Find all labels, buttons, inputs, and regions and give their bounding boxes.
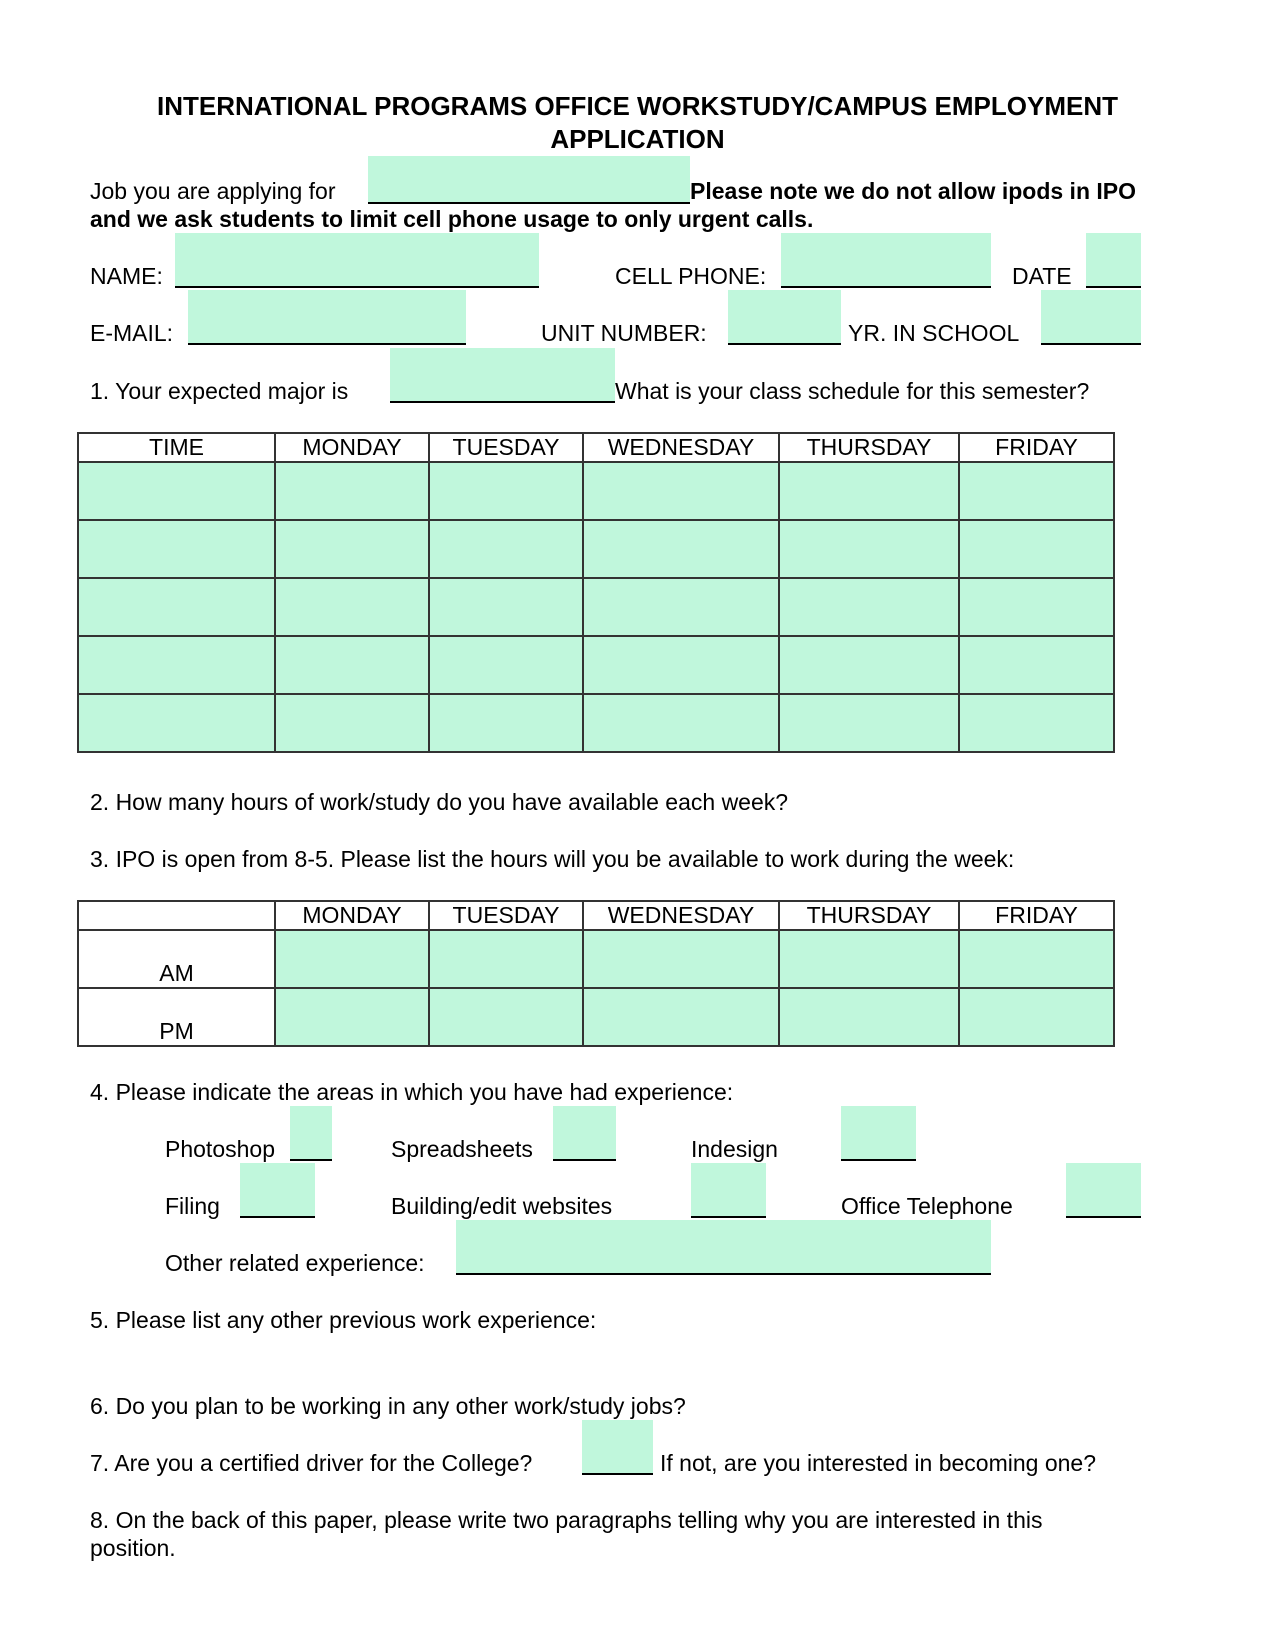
col-header-thursday: THURSDAY bbox=[779, 901, 959, 930]
office-telephone-label: Office Telephone bbox=[841, 1193, 1013, 1219]
schedule-cell[interactable] bbox=[429, 520, 583, 578]
schedule-cell[interactable] bbox=[429, 578, 583, 636]
other-experience-label: Other related experience: bbox=[165, 1250, 425, 1276]
websites-underline bbox=[691, 1216, 766, 1218]
job-underline bbox=[368, 202, 690, 204]
name-input[interactable] bbox=[175, 233, 539, 288]
availability-cell[interactable] bbox=[429, 930, 583, 988]
schedule-cell[interactable] bbox=[429, 636, 583, 694]
col-header-wednesday: WEDNESDAY bbox=[583, 901, 779, 930]
certified-driver-input[interactable] bbox=[582, 1420, 653, 1475]
cell-phone-label: CELL PHONE: bbox=[615, 263, 767, 289]
cell-phone-underline bbox=[781, 286, 991, 288]
q2-text: 2. How many hours of work/study do you have available each week? bbox=[90, 789, 789, 815]
indesign-label: Indesign bbox=[691, 1136, 778, 1162]
schedule-cell[interactable] bbox=[779, 636, 959, 694]
q3-text: 3. IPO is open from 8-5. Please list the hours will you be available to work during the week: bbox=[90, 846, 1015, 872]
email-input[interactable] bbox=[188, 290, 466, 345]
class-schedule-table bbox=[77, 432, 1115, 753]
schedule-cell[interactable] bbox=[583, 462, 779, 520]
col-header-tuesday: TUESDAY bbox=[429, 901, 583, 930]
office-telephone-input[interactable] bbox=[1066, 1163, 1141, 1218]
schedule-cell[interactable] bbox=[959, 462, 1114, 520]
q1-schedule-question: What is your class schedule for this semester? bbox=[615, 378, 1090, 404]
col-header-blank bbox=[78, 901, 275, 930]
availability-table bbox=[77, 900, 1115, 1047]
schedule-row bbox=[78, 578, 1114, 636]
q1-label: 1. Your expected major is bbox=[90, 378, 349, 404]
email-label: E-MAIL: bbox=[90, 320, 174, 346]
availability-cell[interactable] bbox=[959, 930, 1114, 988]
q5-text: 5. Please list any other previous work experience: bbox=[90, 1307, 597, 1333]
indesign-input[interactable] bbox=[841, 1106, 916, 1161]
other-experience-underline bbox=[456, 1273, 991, 1275]
schedule-cell[interactable] bbox=[78, 462, 275, 520]
schedule-cell[interactable] bbox=[779, 462, 959, 520]
websites-label: Building/edit websites bbox=[391, 1193, 613, 1219]
cell-phone-input[interactable] bbox=[781, 233, 991, 288]
schedule-cell[interactable] bbox=[275, 520, 429, 578]
spreadsheets-input[interactable] bbox=[553, 1106, 616, 1161]
schedule-cell[interactable] bbox=[959, 694, 1114, 752]
schedule-cell[interactable] bbox=[78, 520, 275, 578]
availability-cell[interactable] bbox=[583, 930, 779, 988]
q4-text: 4. Please indicate the areas in which you have had experience: bbox=[90, 1079, 734, 1105]
job-input[interactable] bbox=[368, 156, 690, 204]
schedule-cell[interactable] bbox=[779, 578, 959, 636]
unit-number-label: UNIT NUMBER: bbox=[541, 320, 707, 346]
q7-followup-text: If not, are you interested in becoming one? bbox=[660, 1450, 1097, 1476]
unit-number-underline bbox=[728, 343, 841, 345]
schedule-cell[interactable] bbox=[275, 578, 429, 636]
schedule-row bbox=[78, 462, 1114, 520]
row-label-am: AM bbox=[78, 930, 275, 988]
office-telephone-underline bbox=[1066, 1216, 1141, 1218]
notice-line1: Please note we do not allow ipods in IPO bbox=[690, 178, 1137, 204]
major-input[interactable] bbox=[390, 348, 615, 403]
schedule-cell[interactable] bbox=[779, 694, 959, 752]
schedule-cell[interactable] bbox=[583, 694, 779, 752]
q6-text: 6. Do you plan to be working in any other work/study jobs? bbox=[90, 1393, 686, 1419]
schedule-cell[interactable] bbox=[779, 520, 959, 578]
websites-input[interactable] bbox=[691, 1163, 766, 1218]
date-label: DATE bbox=[1012, 263, 1072, 289]
date-input[interactable] bbox=[1086, 233, 1141, 288]
name-underline bbox=[175, 286, 539, 288]
yr-in-school-input[interactable] bbox=[1041, 290, 1141, 345]
availability-cell[interactable] bbox=[779, 988, 959, 1046]
schedule-cell[interactable] bbox=[583, 520, 779, 578]
schedule-cell[interactable] bbox=[275, 462, 429, 520]
other-experience-input[interactable] bbox=[456, 1220, 991, 1275]
schedule-row bbox=[78, 636, 1114, 694]
filing-label: Filing bbox=[165, 1193, 220, 1219]
availability-row-pm bbox=[78, 988, 1114, 1046]
schedule-row bbox=[78, 520, 1114, 578]
availability-cell[interactable] bbox=[583, 988, 779, 1046]
unit-number-input[interactable] bbox=[728, 290, 841, 345]
schedule-cell[interactable] bbox=[78, 636, 275, 694]
indesign-underline bbox=[841, 1159, 916, 1161]
email-underline bbox=[188, 343, 466, 345]
availability-cell[interactable] bbox=[275, 930, 429, 988]
availability-header-row bbox=[78, 901, 1114, 930]
availability-row-am bbox=[78, 930, 1114, 988]
filing-underline bbox=[240, 1216, 315, 1218]
schedule-cell[interactable] bbox=[959, 520, 1114, 578]
schedule-row bbox=[78, 694, 1114, 752]
notice-line2: and we ask students to limit cell phone usage to only urgent calls. bbox=[90, 206, 814, 232]
schedule-cell[interactable] bbox=[429, 694, 583, 752]
schedule-cell[interactable] bbox=[275, 636, 429, 694]
job-label: Job you are applying for bbox=[90, 178, 336, 204]
photoshop-underline bbox=[290, 1159, 332, 1161]
schedule-cell[interactable] bbox=[583, 636, 779, 694]
col-header-monday: MONDAY bbox=[275, 901, 429, 930]
q7-text: 7. Are you a certified driver for the College? bbox=[90, 1450, 533, 1476]
yr-in-school-label: YR. IN SCHOOL bbox=[848, 320, 1020, 346]
schedule-cell[interactable] bbox=[78, 694, 275, 752]
filing-input[interactable] bbox=[240, 1163, 315, 1218]
col-header-wednesday: WEDNESDAY bbox=[583, 433, 779, 462]
row-label-pm: PM bbox=[78, 988, 275, 1046]
schedule-header-row bbox=[78, 433, 1114, 462]
schedule-cell[interactable] bbox=[959, 636, 1114, 694]
col-header-friday: FRIDAY bbox=[959, 433, 1114, 462]
certified-driver-underline bbox=[582, 1473, 653, 1475]
form-title-line2: APPLICATION bbox=[550, 124, 725, 154]
col-header-time: TIME bbox=[78, 433, 275, 462]
schedule-cell[interactable] bbox=[959, 578, 1114, 636]
yr-in-school-underline bbox=[1041, 343, 1141, 345]
col-header-friday: FRIDAY bbox=[959, 901, 1114, 930]
availability-cell[interactable] bbox=[429, 988, 583, 1046]
name-label: NAME: bbox=[90, 263, 163, 289]
spreadsheets-label: Spreadsheets bbox=[391, 1136, 533, 1162]
schedule-cell[interactable] bbox=[583, 578, 779, 636]
availability-cell[interactable] bbox=[275, 988, 429, 1046]
schedule-cell[interactable] bbox=[429, 462, 583, 520]
availability-cell[interactable] bbox=[959, 988, 1114, 1046]
col-header-monday: MONDAY bbox=[275, 433, 429, 462]
form-title-line1: INTERNATIONAL PROGRAMS OFFICE WORKSTUDY/CAMPUS EMPLOYMENT bbox=[156, 91, 1119, 121]
col-header-thursday: THURSDAY bbox=[779, 433, 959, 462]
q8-text-line1: 8. On the back of this paper, please write two paragraphs telling why you are interested in this bbox=[90, 1507, 1043, 1533]
schedule-cell[interactable] bbox=[275, 694, 429, 752]
spreadsheets-underline bbox=[553, 1159, 616, 1161]
col-header-tuesday: TUESDAY bbox=[429, 433, 583, 462]
q8-text-line2: position. bbox=[90, 1535, 176, 1561]
availability-cell[interactable] bbox=[779, 930, 959, 988]
date-underline bbox=[1086, 286, 1141, 288]
major-underline bbox=[390, 401, 615, 403]
schedule-cell[interactable] bbox=[78, 578, 275, 636]
photoshop-input[interactable] bbox=[290, 1106, 332, 1161]
photoshop-label: Photoshop bbox=[165, 1136, 275, 1162]
